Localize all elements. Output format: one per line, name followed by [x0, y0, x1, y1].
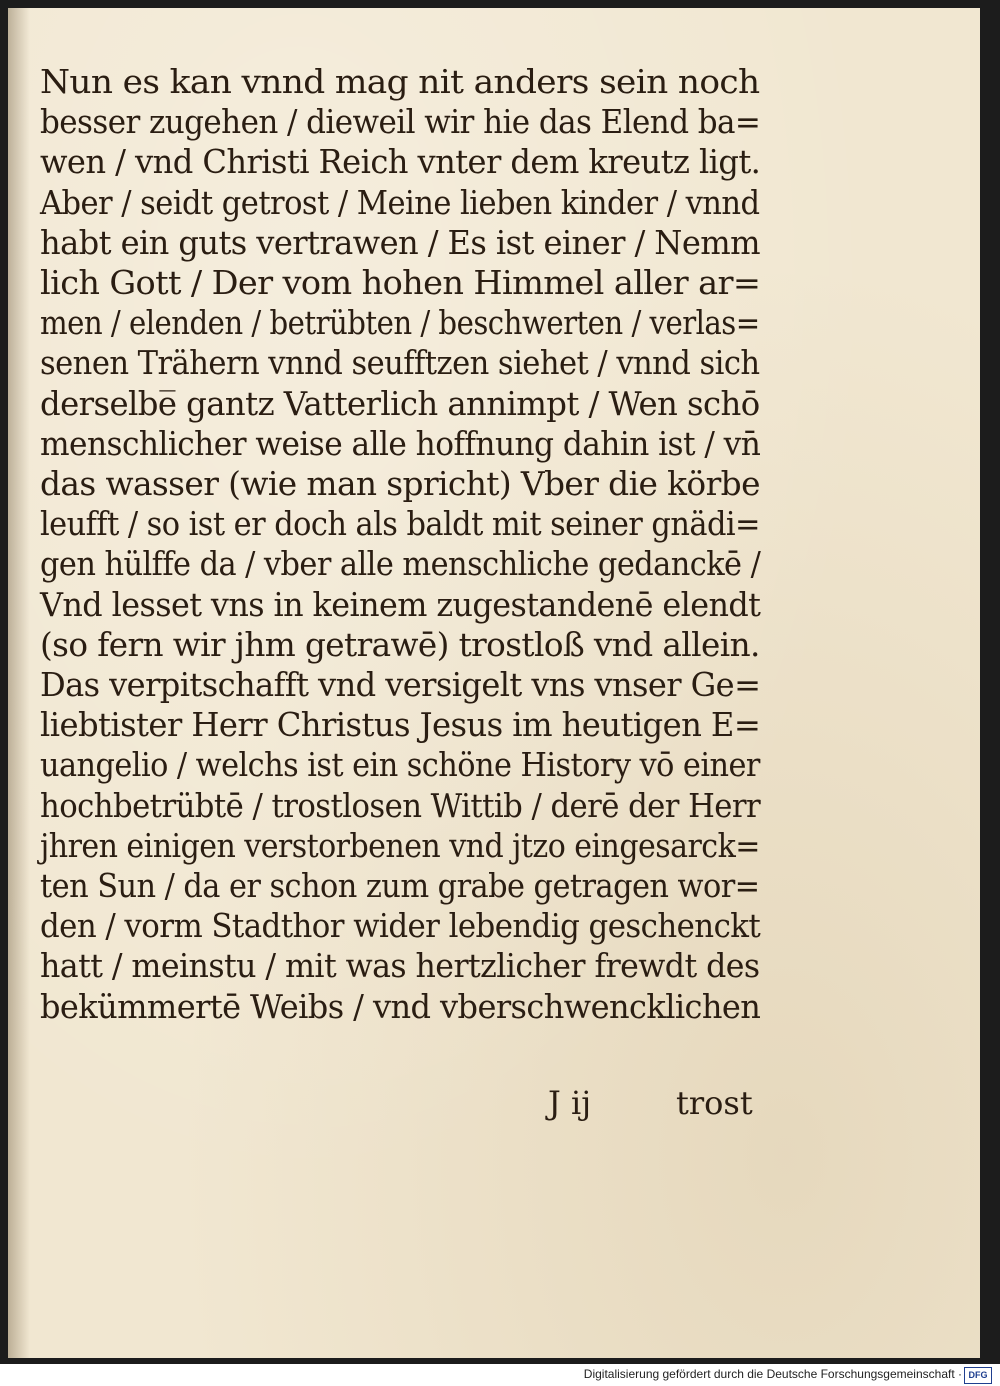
text-line: lich Gott / Der vom hohen Himmel aller ar= — [40, 263, 761, 303]
text-line: Aber / seidt getrost / Meine lieben kinder / vnnd — [40, 182, 760, 222]
funding-credit: Digitalisierung gefördert durch die Deutsche Forschungsgemeinschaft · — [583, 1367, 962, 1381]
text-line: wen / vnd Christi Reich vnter dem kreutz ligt. — [40, 142, 761, 182]
text-line: ten Sun / da er schon zum grabe getragen wor= — [40, 866, 760, 906]
text-line: hatt / meinstu / mit was hertzlicher frewdt des — [40, 946, 760, 986]
text-line: (so fern wir jhm getrawē) trostloß vnd allein. — [40, 624, 760, 664]
text-line: gen hülffe da / vber alle menschliche gedanckē / — [40, 544, 761, 584]
text-line: das wasser (wie man spricht) Vber die körbe — [40, 464, 760, 504]
signature-mark: J ij — [548, 1084, 592, 1122]
page-binding-edge — [8, 8, 30, 1358]
text-line: liebtister Herr Christus Jesus im heutigen E= — [40, 705, 761, 745]
dfg-logo: DFG — [964, 1367, 992, 1384]
text-line: hochbetrübtē / trostlosen Wittib / derē der Herr — [40, 785, 761, 825]
text-line: Vnd lesset vns in keinem zugestandenē elendt — [40, 584, 761, 624]
text-line: senen Trähern vnnd seufftzen siehet / vnnd sich — [40, 343, 760, 383]
catchword: trost — [676, 1084, 753, 1122]
text-line: leufft / so ist er doch als baldt mit seiner gnädi= — [40, 504, 760, 544]
page-text-block — [40, 62, 760, 1027]
text-line: den / vorm Stadthor wider lebendig geschenckt — [40, 906, 761, 946]
text-line: besser zugehen / dieweil wir hie das Elend ba= — [40, 102, 761, 142]
text-line: jhren einigen verstorbenen vnd jtzo eingesarck= — [40, 825, 760, 865]
text-line: uangelio / welchs ist ein schöne History vō einer — [40, 745, 760, 785]
text-line: bekümmertē Weibs / vnd vberschwencklichen — [40, 986, 761, 1026]
text-line: Das verpitschafft vnd versigelt vns vnser Ge= — [40, 665, 761, 705]
text-line: derselbe̅ gantz Vatterlich annimpt / Wen schō — [40, 383, 760, 423]
text-line: habt ein guts vertrawen / Es ist einer / Nemm — [40, 222, 760, 262]
credit-bar — [0, 1364, 1000, 1386]
text-line: men / elenden / betrübten / beschwerten / verlas= — [40, 303, 760, 343]
text-line: menschlicher weise alle hoffnung dahin ist / vn̄ — [40, 423, 761, 463]
text-line: Nun es kan vnnd mag nit anders sein noch — [40, 62, 760, 101]
